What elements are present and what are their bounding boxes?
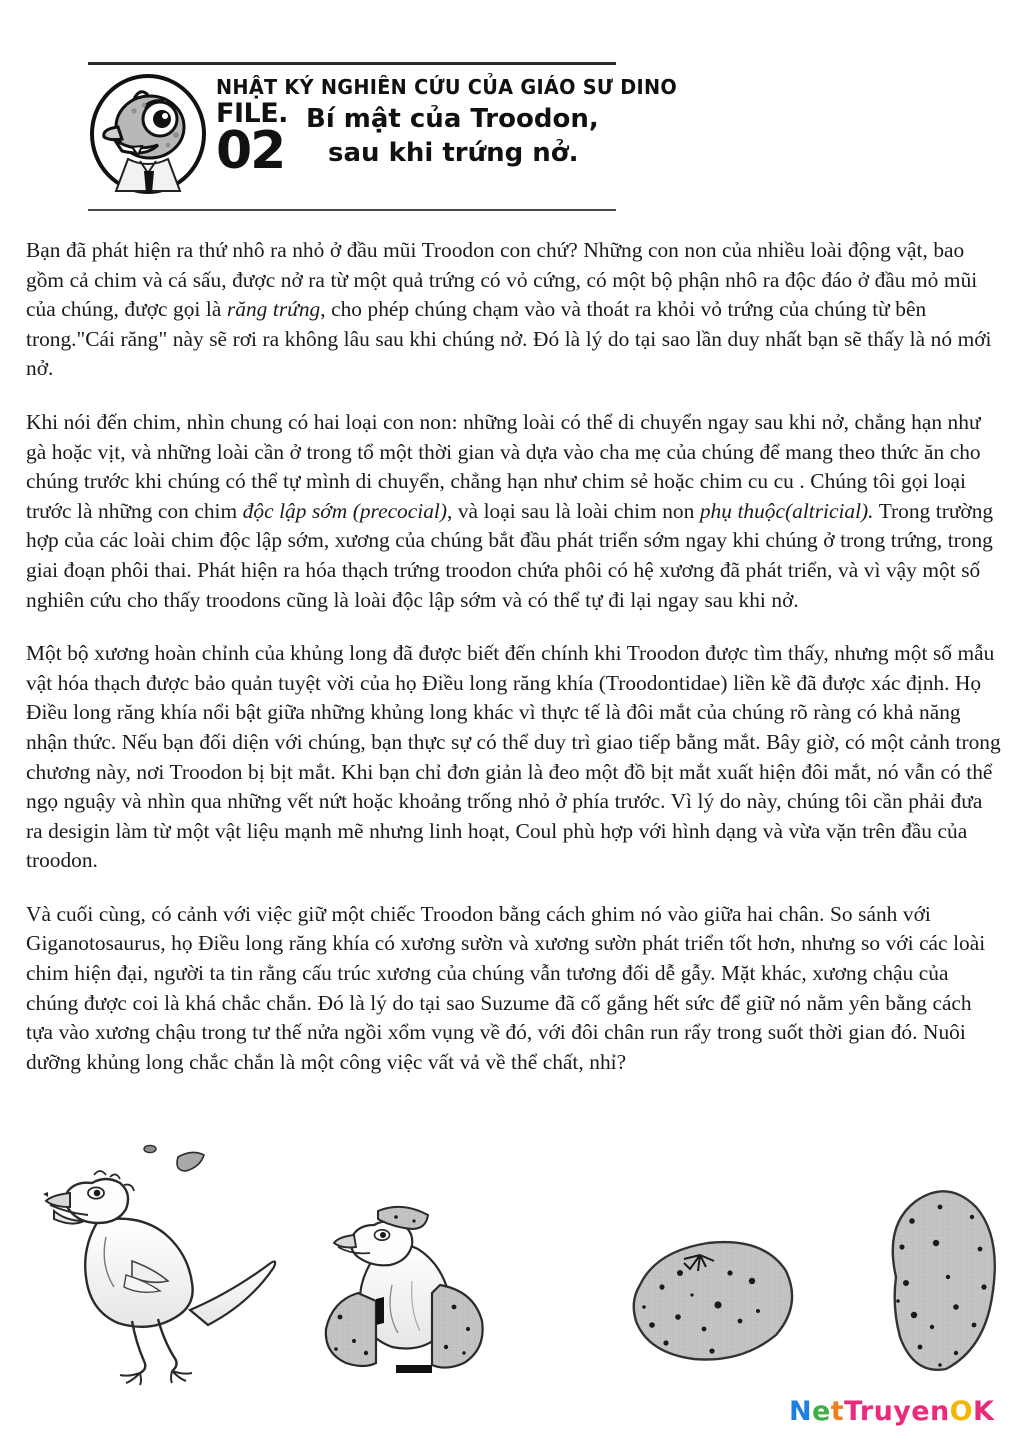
watermark-letter: t	[830, 1396, 845, 1427]
watermark-letter: e	[911, 1396, 930, 1427]
text-run: Và cuối cùng, có cảnh với việc giữ một chiếc Troodon bằng cách ghim nó vào giữa hai chân. So sánh với Giganotosaurus, họ Điều long răng khía có xương sườn và xương sườn phát triển tốt hơn, nhưng so với các loài chim hiện đại, người ta tin rằng cấu trúc xương của chúng vẫn tương đối dễ gẫy. Mặt khác, xương chậu của chúng được coi là khá chắc chắn. Đó là lý do tại sao Suzume đã cố gắng hết sức để giữ nó nằm yên bằng cách tựa vào xương chậu trong tư thế nửa ngồi xổm vụng về đó, với đôi chân run rẩy trong suốt thời gian đó. Nuôi dưỡng khủng long chắc chắn là một công việc vất vả về thể chất, nhỉ?	[26, 901, 986, 1074]
header-file-row	[216, 97, 707, 181]
illustration-svg	[40, 1125, 1000, 1390]
mascot-svg	[88, 73, 208, 195]
egg-intact	[893, 1191, 995, 1369]
hatchling-standing	[43, 1145, 275, 1385]
watermark-letter: u	[873, 1396, 894, 1427]
emphasised-term: răng trứng	[226, 297, 321, 322]
article-paragraph	[26, 900, 1002, 1078]
egg-cracked	[634, 1242, 792, 1359]
professor-dino-mascot	[88, 73, 208, 195]
article-paragraph	[26, 408, 1002, 615]
header-banner	[88, 62, 678, 220]
header-text-block	[208, 69, 707, 181]
header-kicker: NHẬT KÝ NGHIÊN CỨU CỦA GIÁO SƯ DINO	[216, 75, 678, 99]
header-file-number-block	[216, 97, 300, 181]
article-paragraph	[26, 639, 1002, 876]
article-body	[26, 236, 1002, 1077]
watermark-letter: e	[812, 1396, 831, 1427]
text-run: Bạn đã phát hiện ra thứ nhô ra nhỏ ở đầu mũi Troodon con chứ? Những con non của nhiều loài động vật, bao gồm cả chim và cá sấu, được nở ra từ một quả trứng có vỏ cứng, có một bộ phận nhô ra độc đáo ở đầu mỏ mũi của chúng, được gọi là	[26, 238, 978, 322]
text-run: , và loại sau là loài chim non	[446, 498, 700, 523]
watermark-letter: y	[893, 1396, 912, 1427]
header-subtitle-block	[300, 100, 707, 171]
watermark-letter: T	[844, 1396, 860, 1427]
text-run: , cho phép chúng chạm vào và thoát ra khỏi vỏ trứng của chúng từ bên trong."Cái răng" này sẽ rơi ra không lâu sau khi chúng nở. Đó là lý do tại sao lần duy nhất bạn sẽ thấy là nó mới nở.	[26, 297, 992, 381]
header-bottom-rule	[88, 209, 616, 211]
watermark-letter: r	[859, 1396, 874, 1427]
watermark-letter: N	[789, 1396, 812, 1427]
watermark-letter: K	[972, 1396, 995, 1427]
emphasised-term: phụ thuộc(altricial).	[699, 498, 874, 523]
hatchling-in-egg	[326, 1207, 483, 1373]
emphasised-term: độc lập sớm (precocial)	[242, 498, 447, 523]
header-inner	[88, 65, 678, 209]
header-file-number: 02	[216, 120, 285, 181]
text-run: Một bộ xương hoàn chỉnh của khủng long đã được biết đến chính khi Troodon được tìm thấy, nhưng một số mẫu vật hóa thạch được bảo quản tuyệt vời của họ Điều long răng khía (Troodontidae) liền kề đã được xác định. Họ Điều long răng khía nổi bật giữa những khủng long khác vì thực tế là đôi mắt của chúng rõ ràng có khả năng nhận thức. Nếu bạn đối diện với chúng, bạn thực sự có thể duy trì giao tiếp bằng mắt. Bây giờ, có một cảnh trong chương này, nơi Troodon bị bịt mắt. Khi bạn chỉ đơn giản là đeo một đồ bịt mắt xuất hiện đôi mắt, nó vẫn có thể ngọ nguậy và nhìn qua những vết nứt hoặc khoảng trống nhỏ ở phía trước. Vì lý do này, chúng tôi cần phải đưa ra desigin làm từ một vật liệu mạnh mẽ nhưng linh hoạt, Coul phù hợp với hình dạng và vừa vặn trên đầu của troodon.	[26, 641, 1001, 873]
watermark-letter: O	[949, 1396, 973, 1427]
header-file-word: FILE.	[216, 97, 288, 129]
header-subtitle-line-1: Bí mật của Troodon,	[306, 103, 599, 134]
header-subtitle-line-2: sau khi trứng nở.	[328, 137, 579, 168]
text-run: Khi nói đến chim, nhìn chung có hai loại con non: những loài có thể di chuyển ngay sau khi nở, chẳng hạn như gà hoặc vịt, và những loài cần ở trong tổ một thời gian và dựa vào cha mẹ của chúng để mang theo thức ăn cho chúng trước khi chúng có thể tự mình di chuyển, chẳng hạn như chim sẻ hoặc chim cu cu . Chúng tôi gọi loại trước là những con chim	[26, 409, 981, 523]
text-run: Trong trường hợp của các loài chim độc lập sớm, xương của chúng bắt đầu phát triển sớm ngay khi chúng ở trong trứng, trong giai đoạn phôi thai. Phát hiện ra hóa thạch trứng troodon chứa phôi có hệ xương đã phát triển, và vì vậy một số nghiên cứu cho thấy troodons cũng là loài độc lập sớm và có thể tự đi lại ngay sau khi nở.	[26, 498, 994, 612]
watermark-letter: n	[929, 1396, 950, 1427]
article-paragraph	[26, 236, 1002, 384]
troodon-hatchling-illustration	[40, 1125, 1000, 1390]
nettruyenok-watermark[interactable]	[789, 1398, 994, 1425]
